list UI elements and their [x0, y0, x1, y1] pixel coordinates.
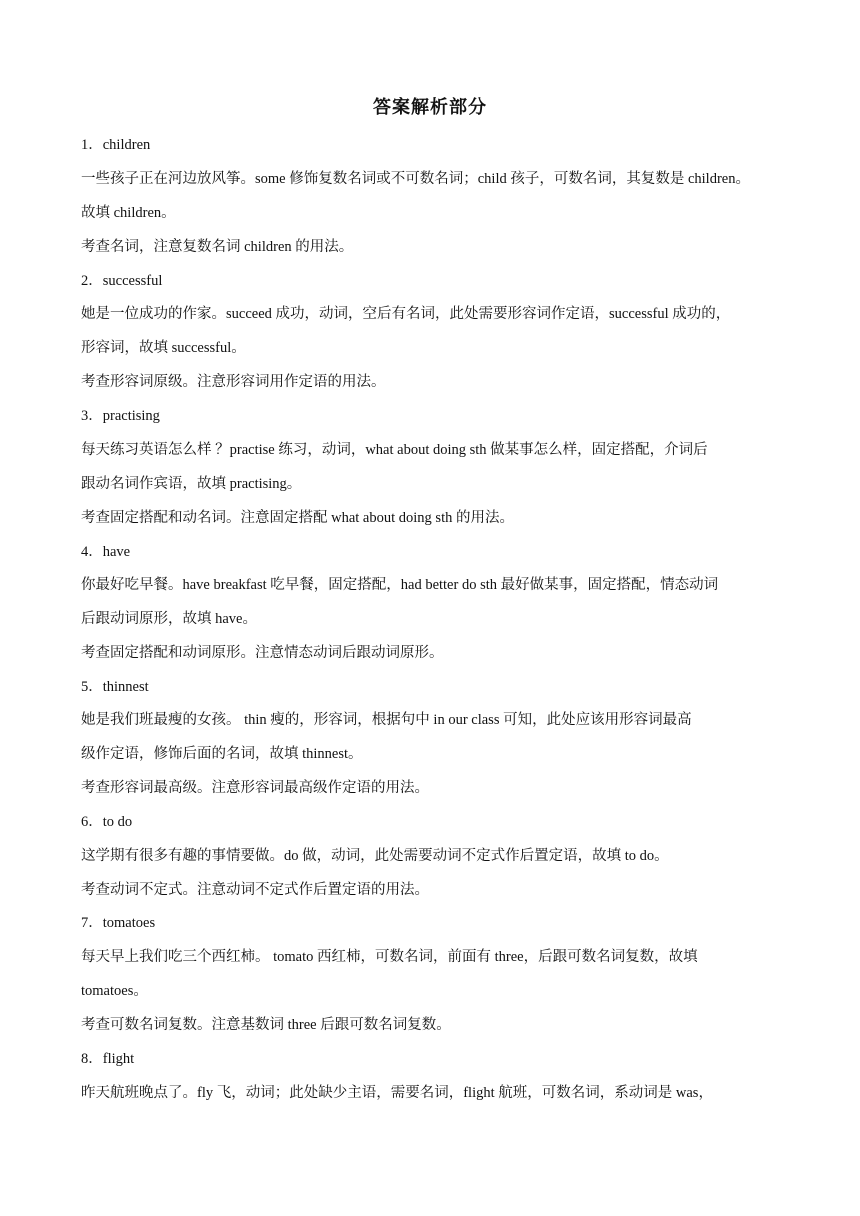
question-3-point: 考查固定搭配和动名词。注意固定搭配 what about doing sth 的用法。 [81, 510, 514, 526]
question-number: 7． [81, 915, 103, 931]
page-title: 答案解析部分 [373, 97, 487, 118]
question-4-explanation-line-1: 你最好吃早餐。have breakfast 吃早餐，固定搭配，had better do sth 最好做某事，固定搭配，情态动词 [81, 577, 719, 593]
answer-text: successful [102, 273, 163, 289]
question-2-answer [81, 271, 162, 291]
answer-text: practising [102, 408, 160, 424]
question-5-explanation-line-2: 级作定语，修饰后面的名词，故填 thinnest。 [81, 746, 363, 762]
question-5-answer [81, 677, 149, 697]
question-6-answer [81, 812, 132, 832]
question-6-point: 考查动词不定式。注意动词不定式作后置定语的用法。 [81, 882, 429, 898]
answer-text: thinnest [102, 679, 149, 695]
question-4-point: 考查固定搭配和动词原形。注意情态动词后跟动词原形。 [81, 645, 444, 661]
question-number: 1． [81, 137, 103, 153]
question-number: 2． [81, 273, 103, 289]
question-7-explanation-line-1: 每天早上我们吃三个西红柿。 tomato 西红柿，可数名词，前面有 three，后跟可数名词复数，故填 [81, 949, 698, 965]
answer-text: to do [102, 814, 133, 830]
question-3-explanation-line-2: 跟动名词作宾语，故填 practising。 [81, 476, 302, 492]
question-number: 3． [81, 408, 103, 424]
question-4-answer [81, 542, 130, 562]
question-8-answer [81, 1049, 134, 1069]
question-5-explanation-line-1: 她是我们班最瘦的女孩。 thin 瘦的，形容词，根据句中 in our class 可知，此处应该用形容词最高 [81, 712, 692, 728]
question-7-point: 考查可数名词复数。注意基数词 three 后跟可数名词复数。 [81, 1017, 451, 1033]
question-number: 4． [81, 544, 103, 560]
question-2-explanation-line-2: 形容词，故填 successful。 [81, 340, 246, 356]
question-8-explanation-line-1: 昨天航班晚点了。fly 飞，动词；此处缺少主语，需要名词，flight 航班，可数名词，系动词是 was， [81, 1085, 713, 1101]
question-3-answer [81, 406, 160, 426]
question-2-point: 考查形容词原级。注意形容词用作定语的用法。 [81, 374, 386, 390]
question-1-explanation-line-1: 一些孩子正在河边放风筝。some 修饰复数名词或不可数名词；child 孩子，可数名词，其复数是 children。 [81, 171, 750, 187]
question-3-explanation-line-1: 每天练习英语怎么样 ？practise 练习，动词，what about doing sth 做某事怎么样，固定搭配，介词后 [81, 442, 708, 458]
question-4-explanation-line-2: 后跟动词原形，故填 have。 [81, 611, 257, 627]
question-5-point: 考查形容词最高级。注意形容词最高级作定语的用法。 [81, 780, 429, 796]
answer-text: children [102, 137, 151, 153]
question-6-explanation-line-1: 这学期有很多有趣的事情要做。do 做，动词，此处需要动词不定式作后置定语，故填 to do。 [81, 848, 669, 864]
question-number: 5． [81, 679, 103, 695]
question-1-point: 考查名词，注意复数名词 children 的用法。 [81, 239, 354, 255]
question-1-answer [81, 135, 150, 155]
question-number: 8． [81, 1051, 103, 1067]
answer-text: flight [102, 1051, 135, 1067]
question-7-answer [81, 913, 155, 933]
answer-text: have [102, 544, 131, 560]
question-1-explanation-line-2: 故填 children。 [81, 205, 176, 221]
answer-text: tomatoes [102, 915, 156, 931]
question-7-explanation-line-2: tomatoes。 [81, 983, 148, 999]
question-2-explanation-line-1: 她是一位成功的作家。succeed 成功，动词，空后有名词，此处需要形容词作定语，successful 成功的， [81, 306, 731, 322]
question-number: 6． [81, 814, 103, 830]
